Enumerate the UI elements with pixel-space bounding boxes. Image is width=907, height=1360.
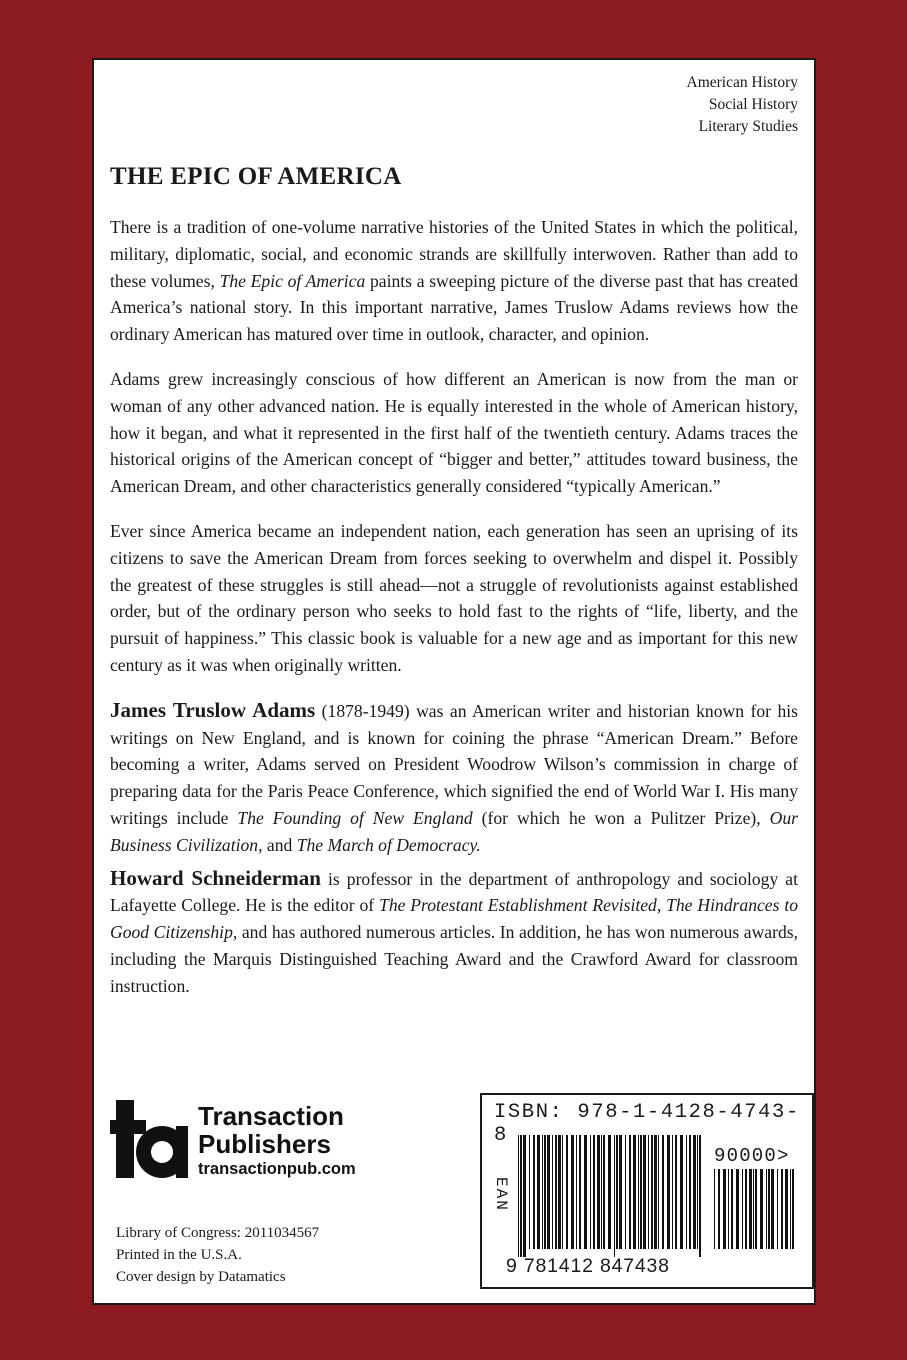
book-title-italic: The March of Democracy. (296, 834, 481, 855)
description-paragraph-3: Ever since America became an independent nation, each generation has seen an uprising of its citizens to save the American Dream from forces seeking to overwhelm and dispel it. Possibly the greatest of these struggles is still ahead—not a struggle of revolutionists against established order, but of the ordinary person who seeks to hold fast to the rights of “life, liberty, and the pursuit of happiness.” This classic book is valuable for a new age and as important for this new century as it was when originally written. (110, 520, 798, 675)
editor-name: Howard Schneiderman (110, 865, 321, 890)
book-title: THE EPIC OF AMERICA (110, 163, 402, 190)
publisher-url: transactionpub.com (198, 1160, 356, 1178)
book-title-italic: The Founding of New England (237, 807, 473, 828)
description-body (110, 214, 798, 1006)
publisher-name-line: Transaction (198, 1101, 344, 1131)
bio-text: (1878-1949) was an American writer and historian known for his writings on New England, and is known for coining the phrase “American Dream.” Before becoming a writer, Adams served on President Woodrow Wilson’s commission in charge of preparing data for the Paris Peace Conference, which signified the end of World War I. His many writings include (110, 700, 798, 828)
book-title-italic: The Epic of America (219, 270, 366, 291)
ean-barcode-icon (518, 1135, 706, 1257)
subject-categories (687, 72, 798, 138)
description-paragraph-2: Adams grew increasingly conscious of how different an American is now from the man or woman of any other advanced nation. He is equally interested in the whole of American history, how it began, and what it represented in the first half of the twentieth century. Adams traces the historical origins of the American concept of “bigger and better,” attitudes toward business, the American Dream, and other characteristics generally considered “typically American.” (110, 368, 798, 497)
ean-label: EAN (492, 1177, 510, 1212)
book-title-italic: Our Business Civilization, (110, 807, 798, 855)
bio-text: is professor in the department of anthropology and sociology at Lafayette College. He is the editor of (110, 868, 798, 916)
price-addon-barcode-icon (714, 1169, 796, 1257)
ean-digits: 9 781412 847438 (506, 1255, 670, 1277)
author-bio (110, 697, 798, 859)
subject-category: Social History (708, 96, 798, 113)
description-paragraph-1 (110, 214, 798, 348)
publisher-name-line: Publishers (198, 1129, 331, 1159)
cover-design-credit: Cover design by Datamatics (116, 1269, 286, 1285)
author-name: James Truslow Adams (110, 697, 316, 722)
subject-category: American History (686, 74, 798, 91)
paragraph-text: paints a sweeping picture of the diverse past that has created America’s national story. In this important narrative, James Truslow Adams reviews how the ordinary American has matured over time in outlook, character, and opinion. (110, 270, 799, 345)
bio-text: and has authored numerous articles. In addition, he has won numerous awards, including the Marquis Distinguished Teaching Award and the Crawford Award for classroom instruction. (110, 922, 798, 996)
editor-bio (110, 865, 798, 1000)
colophon (116, 1222, 319, 1288)
library-of-congress: Library of Congress: 2011034567 (116, 1225, 320, 1241)
price-code: 90000> (714, 1145, 790, 1167)
publisher-block (110, 1100, 410, 1180)
book-title-italic: The Protestant Establishment Revisited, The Hindrances to Good Citizenship, (110, 895, 798, 943)
bio-text: and (262, 834, 297, 855)
paragraph-text: There is a tradition of one-volume narrative histories of the United States in which the political, military, diplomatic, social, and economic strands are skillfully interwoven. Rather than add to these volumes, (110, 217, 798, 291)
bio-text: (for which he won a Pulitzer Prize), (472, 807, 770, 828)
printed-in: Printed in the U.S.A. (116, 1247, 242, 1263)
isbn-number: ISBN: 978-1-4128-4743-8 (494, 1101, 800, 1147)
isbn-barcode-box (480, 1093, 814, 1289)
publisher-name (198, 1102, 344, 1158)
subject-category: Literary Studies (698, 118, 798, 135)
panel-content (110, 60, 798, 1303)
back-cover-panel (92, 58, 816, 1305)
publisher-logo-icon (110, 1100, 190, 1180)
